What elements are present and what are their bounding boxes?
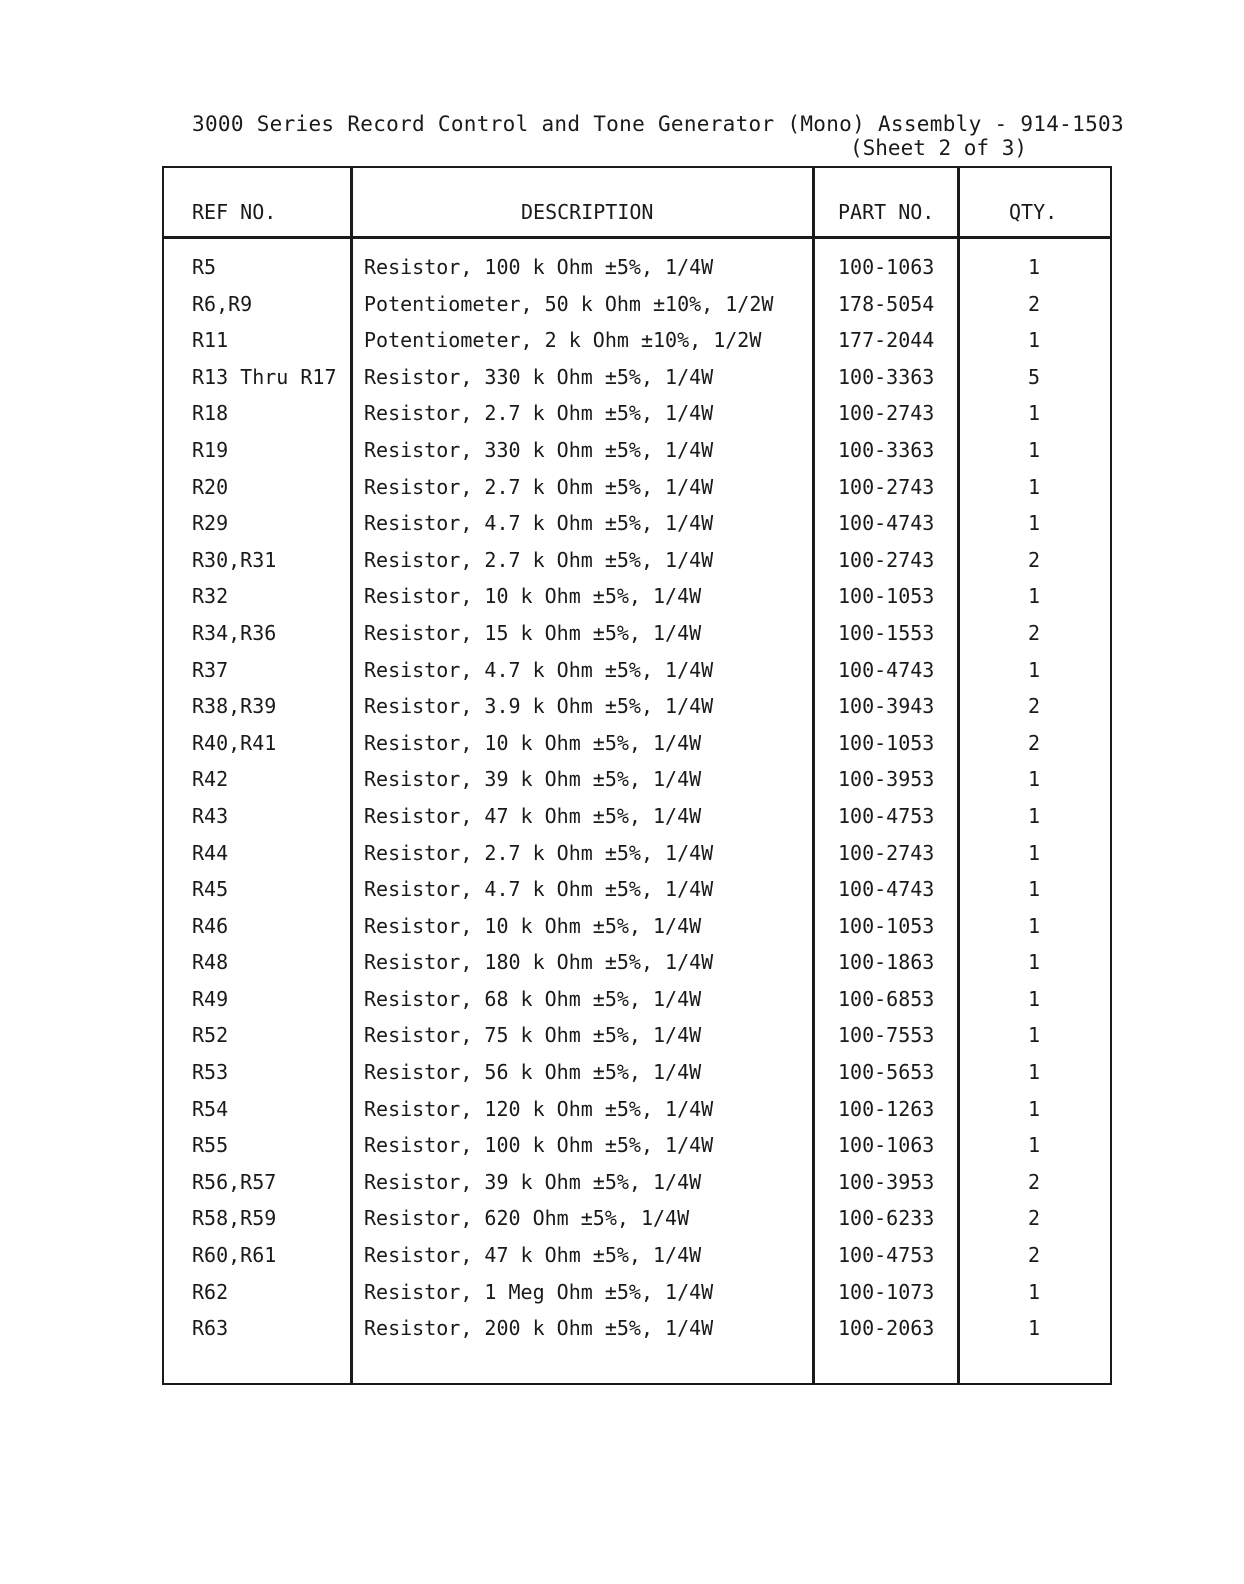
part-number-cell: 177-2044 <box>838 328 935 353</box>
part-number-cell: 100-1053 <box>838 730 935 755</box>
part-number-cell: 100-6853 <box>838 986 935 1011</box>
ref-cell: R30,R31 <box>192 547 277 572</box>
ref-cell: R56,R57 <box>192 1169 277 1194</box>
table-row <box>164 476 1110 513</box>
ref-cell: R34,R36 <box>192 620 277 645</box>
part-number-cell: 100-7553 <box>838 1023 935 1048</box>
quantity-cell: 5 <box>1027 364 1041 389</box>
table-row <box>164 805 1110 842</box>
parts-list-table <box>162 166 1112 1385</box>
quantity-cell: 1 <box>1027 437 1041 462</box>
table-row <box>164 622 1110 659</box>
table-row <box>164 1281 1110 1318</box>
quantity-cell: 2 <box>1027 730 1041 755</box>
part-number-cell: 100-1053 <box>838 913 935 938</box>
description-cell: Resistor, 56 k Ohm ±5%, 1/4W <box>364 1060 702 1085</box>
ref-cell: R6,R9 <box>192 291 253 316</box>
document-title: 3000 Series Record Control and Tone Generator (Mono) Assembly - 914-1503 <box>192 112 1124 136</box>
description-cell: Resistor, 100 k Ohm ±5%, 1/4W <box>364 255 714 279</box>
ref-cell: R40,R41 <box>192 730 277 755</box>
part-number-cell: 100-1063 <box>838 255 935 279</box>
description-cell: Resistor, 2.7 k Ohm ±5%, 1/4W <box>364 401 714 426</box>
description-cell: Resistor, 4.7 k Ohm ±5%, 1/4W <box>364 511 714 536</box>
part-number-cell: 100-3953 <box>838 1169 935 1194</box>
ref-cell: R13 Thru R17 <box>192 364 337 389</box>
quantity-cell: 1 <box>1027 950 1041 975</box>
part-number-cell: 100-2743 <box>838 474 935 499</box>
ref-cell: R44 <box>192 840 229 865</box>
sheet-indicator: (Sheet 2 of 3) <box>850 136 1028 160</box>
table-row <box>164 402 1110 439</box>
table-row <box>164 256 1110 293</box>
ref-cell: R62 <box>192 1279 229 1304</box>
ref-cell: R45 <box>192 877 229 902</box>
table-row <box>164 1317 1110 1354</box>
ref-cell: R43 <box>192 803 229 828</box>
quantity-cell: 1 <box>1027 584 1041 609</box>
quantity-cell: 1 <box>1027 1096 1041 1121</box>
header-description: DESCRIPTION <box>521 200 654 224</box>
quantity-cell: 2 <box>1027 547 1041 572</box>
part-number-cell: 100-4753 <box>838 803 935 828</box>
ref-cell: R53 <box>192 1060 229 1085</box>
quantity-cell: 1 <box>1027 803 1041 828</box>
quantity-cell: 1 <box>1027 767 1041 792</box>
ref-cell: R19 <box>192 437 229 462</box>
header-divider <box>164 236 1110 239</box>
header-part-no: PART NO. <box>838 200 935 224</box>
quantity-cell: 2 <box>1027 1206 1041 1231</box>
ref-cell: R11 <box>192 328 229 353</box>
part-number-cell: 100-1553 <box>838 620 935 645</box>
table-row <box>164 915 1110 952</box>
quantity-cell: 2 <box>1027 694 1041 719</box>
table-row <box>164 842 1110 879</box>
table-row <box>164 1244 1110 1281</box>
table-row <box>164 585 1110 622</box>
quantity-cell: 1 <box>1027 840 1041 865</box>
quantity-cell: 1 <box>1027 657 1041 682</box>
description-cell: Resistor, 15 k Ohm ±5%, 1/4W <box>364 620 702 645</box>
quantity-cell: 2 <box>1027 620 1041 645</box>
description-cell: Resistor, 620 Ohm ±5%, 1/4W <box>364 1206 690 1231</box>
quantity-cell: 1 <box>1027 913 1041 938</box>
table-row <box>164 549 1110 586</box>
description-cell: Resistor, 180 k Ohm ±5%, 1/4W <box>364 950 714 975</box>
quantity-cell: 1 <box>1027 877 1041 902</box>
description-cell: Resistor, 10 k Ohm ±5%, 1/4W <box>364 584 702 609</box>
ref-cell: R63 <box>192 1316 229 1341</box>
part-number-cell: 100-2743 <box>838 840 935 865</box>
table-row <box>164 1098 1110 1135</box>
part-number-cell: 100-2063 <box>838 1316 935 1341</box>
description-cell: Resistor, 39 k Ohm ±5%, 1/4W <box>364 767 702 792</box>
ref-cell: R48 <box>192 950 229 975</box>
table-row <box>164 1134 1110 1171</box>
description-cell: Resistor, 75 k Ohm ±5%, 1/4W <box>364 1023 702 1048</box>
quantity-cell: 1 <box>1027 255 1041 279</box>
description-cell: Resistor, 4.7 k Ohm ±5%, 1/4W <box>364 877 714 902</box>
ref-cell: R54 <box>192 1096 229 1121</box>
ref-cell: R52 <box>192 1023 229 1048</box>
description-cell: Resistor, 4.7 k Ohm ±5%, 1/4W <box>364 657 714 682</box>
description-cell: Resistor, 200 k Ohm ±5%, 1/4W <box>364 1316 714 1341</box>
quantity-cell: 1 <box>1027 328 1041 353</box>
part-number-cell: 100-6233 <box>838 1206 935 1231</box>
quantity-cell: 1 <box>1027 1023 1041 1048</box>
part-number-cell: 100-4743 <box>838 877 935 902</box>
description-cell: Resistor, 39 k Ohm ±5%, 1/4W <box>364 1169 702 1194</box>
table-body <box>164 256 1110 1354</box>
ref-cell: R20 <box>192 474 229 499</box>
description-cell: Resistor, 10 k Ohm ±5%, 1/4W <box>364 730 702 755</box>
table-row <box>164 988 1110 1025</box>
quantity-cell: 1 <box>1027 1279 1041 1304</box>
description-cell: Resistor, 10 k Ohm ±5%, 1/4W <box>364 913 702 938</box>
description-cell: Resistor, 100 k Ohm ±5%, 1/4W <box>364 1133 714 1158</box>
ref-cell: R18 <box>192 401 229 426</box>
table-row <box>164 878 1110 915</box>
description-cell: Resistor, 2.7 k Ohm ±5%, 1/4W <box>364 474 714 499</box>
quantity-cell: 2 <box>1027 291 1041 316</box>
ref-cell: R60,R61 <box>192 1243 277 1268</box>
part-number-cell: 100-3953 <box>838 767 935 792</box>
quantity-cell: 1 <box>1027 474 1041 499</box>
part-number-cell: 100-1053 <box>838 584 935 609</box>
ref-cell: R46 <box>192 913 229 938</box>
part-number-cell: 178-5054 <box>838 291 935 316</box>
ref-cell: R37 <box>192 657 229 682</box>
part-number-cell: 100-3363 <box>838 437 935 462</box>
description-cell: Potentiometer, 50 k Ohm ±10%, 1/2W <box>364 291 774 316</box>
ref-cell: R5 <box>192 255 217 279</box>
table-row <box>164 659 1110 696</box>
header-qty: QTY. <box>1009 200 1058 224</box>
ref-cell: R38,R39 <box>192 694 277 719</box>
table-row <box>164 732 1110 769</box>
table-row <box>164 329 1110 366</box>
ref-cell: R42 <box>192 767 229 792</box>
table-row <box>164 512 1110 549</box>
part-number-cell: 100-4743 <box>838 511 935 536</box>
quantity-cell: 2 <box>1027 1243 1041 1268</box>
quantity-cell: 1 <box>1027 1316 1041 1341</box>
description-cell: Resistor, 1 Meg Ohm ±5%, 1/4W <box>364 1279 714 1304</box>
ref-cell: R29 <box>192 511 229 536</box>
header-ref-no: REF NO. <box>192 200 277 224</box>
ref-cell: R58,R59 <box>192 1206 277 1231</box>
table-row <box>164 1171 1110 1208</box>
description-cell: Resistor, 3.9 k Ohm ±5%, 1/4W <box>364 694 714 719</box>
table-row <box>164 1061 1110 1098</box>
table-row <box>164 1207 1110 1244</box>
table-row <box>164 951 1110 988</box>
quantity-cell: 1 <box>1027 1060 1041 1085</box>
ref-cell: R49 <box>192 986 229 1011</box>
part-number-cell: 100-1063 <box>838 1133 935 1158</box>
part-number-cell: 100-3943 <box>838 694 935 719</box>
description-cell: Resistor, 68 k Ohm ±5%, 1/4W <box>364 986 702 1011</box>
quantity-cell: 1 <box>1027 401 1041 426</box>
part-number-cell: 100-2743 <box>838 547 935 572</box>
part-number-cell: 100-5653 <box>838 1060 935 1085</box>
part-number-cell: 100-4753 <box>838 1243 935 1268</box>
table-row <box>164 439 1110 476</box>
quantity-cell: 1 <box>1027 986 1041 1011</box>
part-number-cell: 100-1863 <box>838 950 935 975</box>
table-row <box>164 366 1110 403</box>
description-cell: Resistor, 2.7 k Ohm ±5%, 1/4W <box>364 840 714 865</box>
part-number-cell: 100-3363 <box>838 364 935 389</box>
description-cell: Resistor, 120 k Ohm ±5%, 1/4W <box>364 1096 714 1121</box>
part-number-cell: 100-1073 <box>838 1279 935 1304</box>
quantity-cell: 2 <box>1027 1169 1041 1194</box>
ref-cell: R32 <box>192 584 229 609</box>
part-number-cell: 100-4743 <box>838 657 935 682</box>
table-row <box>164 293 1110 330</box>
quantity-cell: 1 <box>1027 511 1041 536</box>
description-cell: Resistor, 2.7 k Ohm ±5%, 1/4W <box>364 547 714 572</box>
description-cell: Potentiometer, 2 k Ohm ±10%, 1/2W <box>364 328 762 353</box>
ref-cell: R55 <box>192 1133 229 1158</box>
part-number-cell: 100-2743 <box>838 401 935 426</box>
table-row <box>164 1024 1110 1061</box>
table-row <box>164 695 1110 732</box>
quantity-cell: 1 <box>1027 1133 1041 1158</box>
description-cell: Resistor, 47 k Ohm ±5%, 1/4W <box>364 1243 702 1268</box>
table-row <box>164 768 1110 805</box>
description-cell: Resistor, 330 k Ohm ±5%, 1/4W <box>364 437 714 462</box>
description-cell: Resistor, 330 k Ohm ±5%, 1/4W <box>364 364 714 389</box>
part-number-cell: 100-1263 <box>838 1096 935 1121</box>
description-cell: Resistor, 47 k Ohm ±5%, 1/4W <box>364 803 702 828</box>
